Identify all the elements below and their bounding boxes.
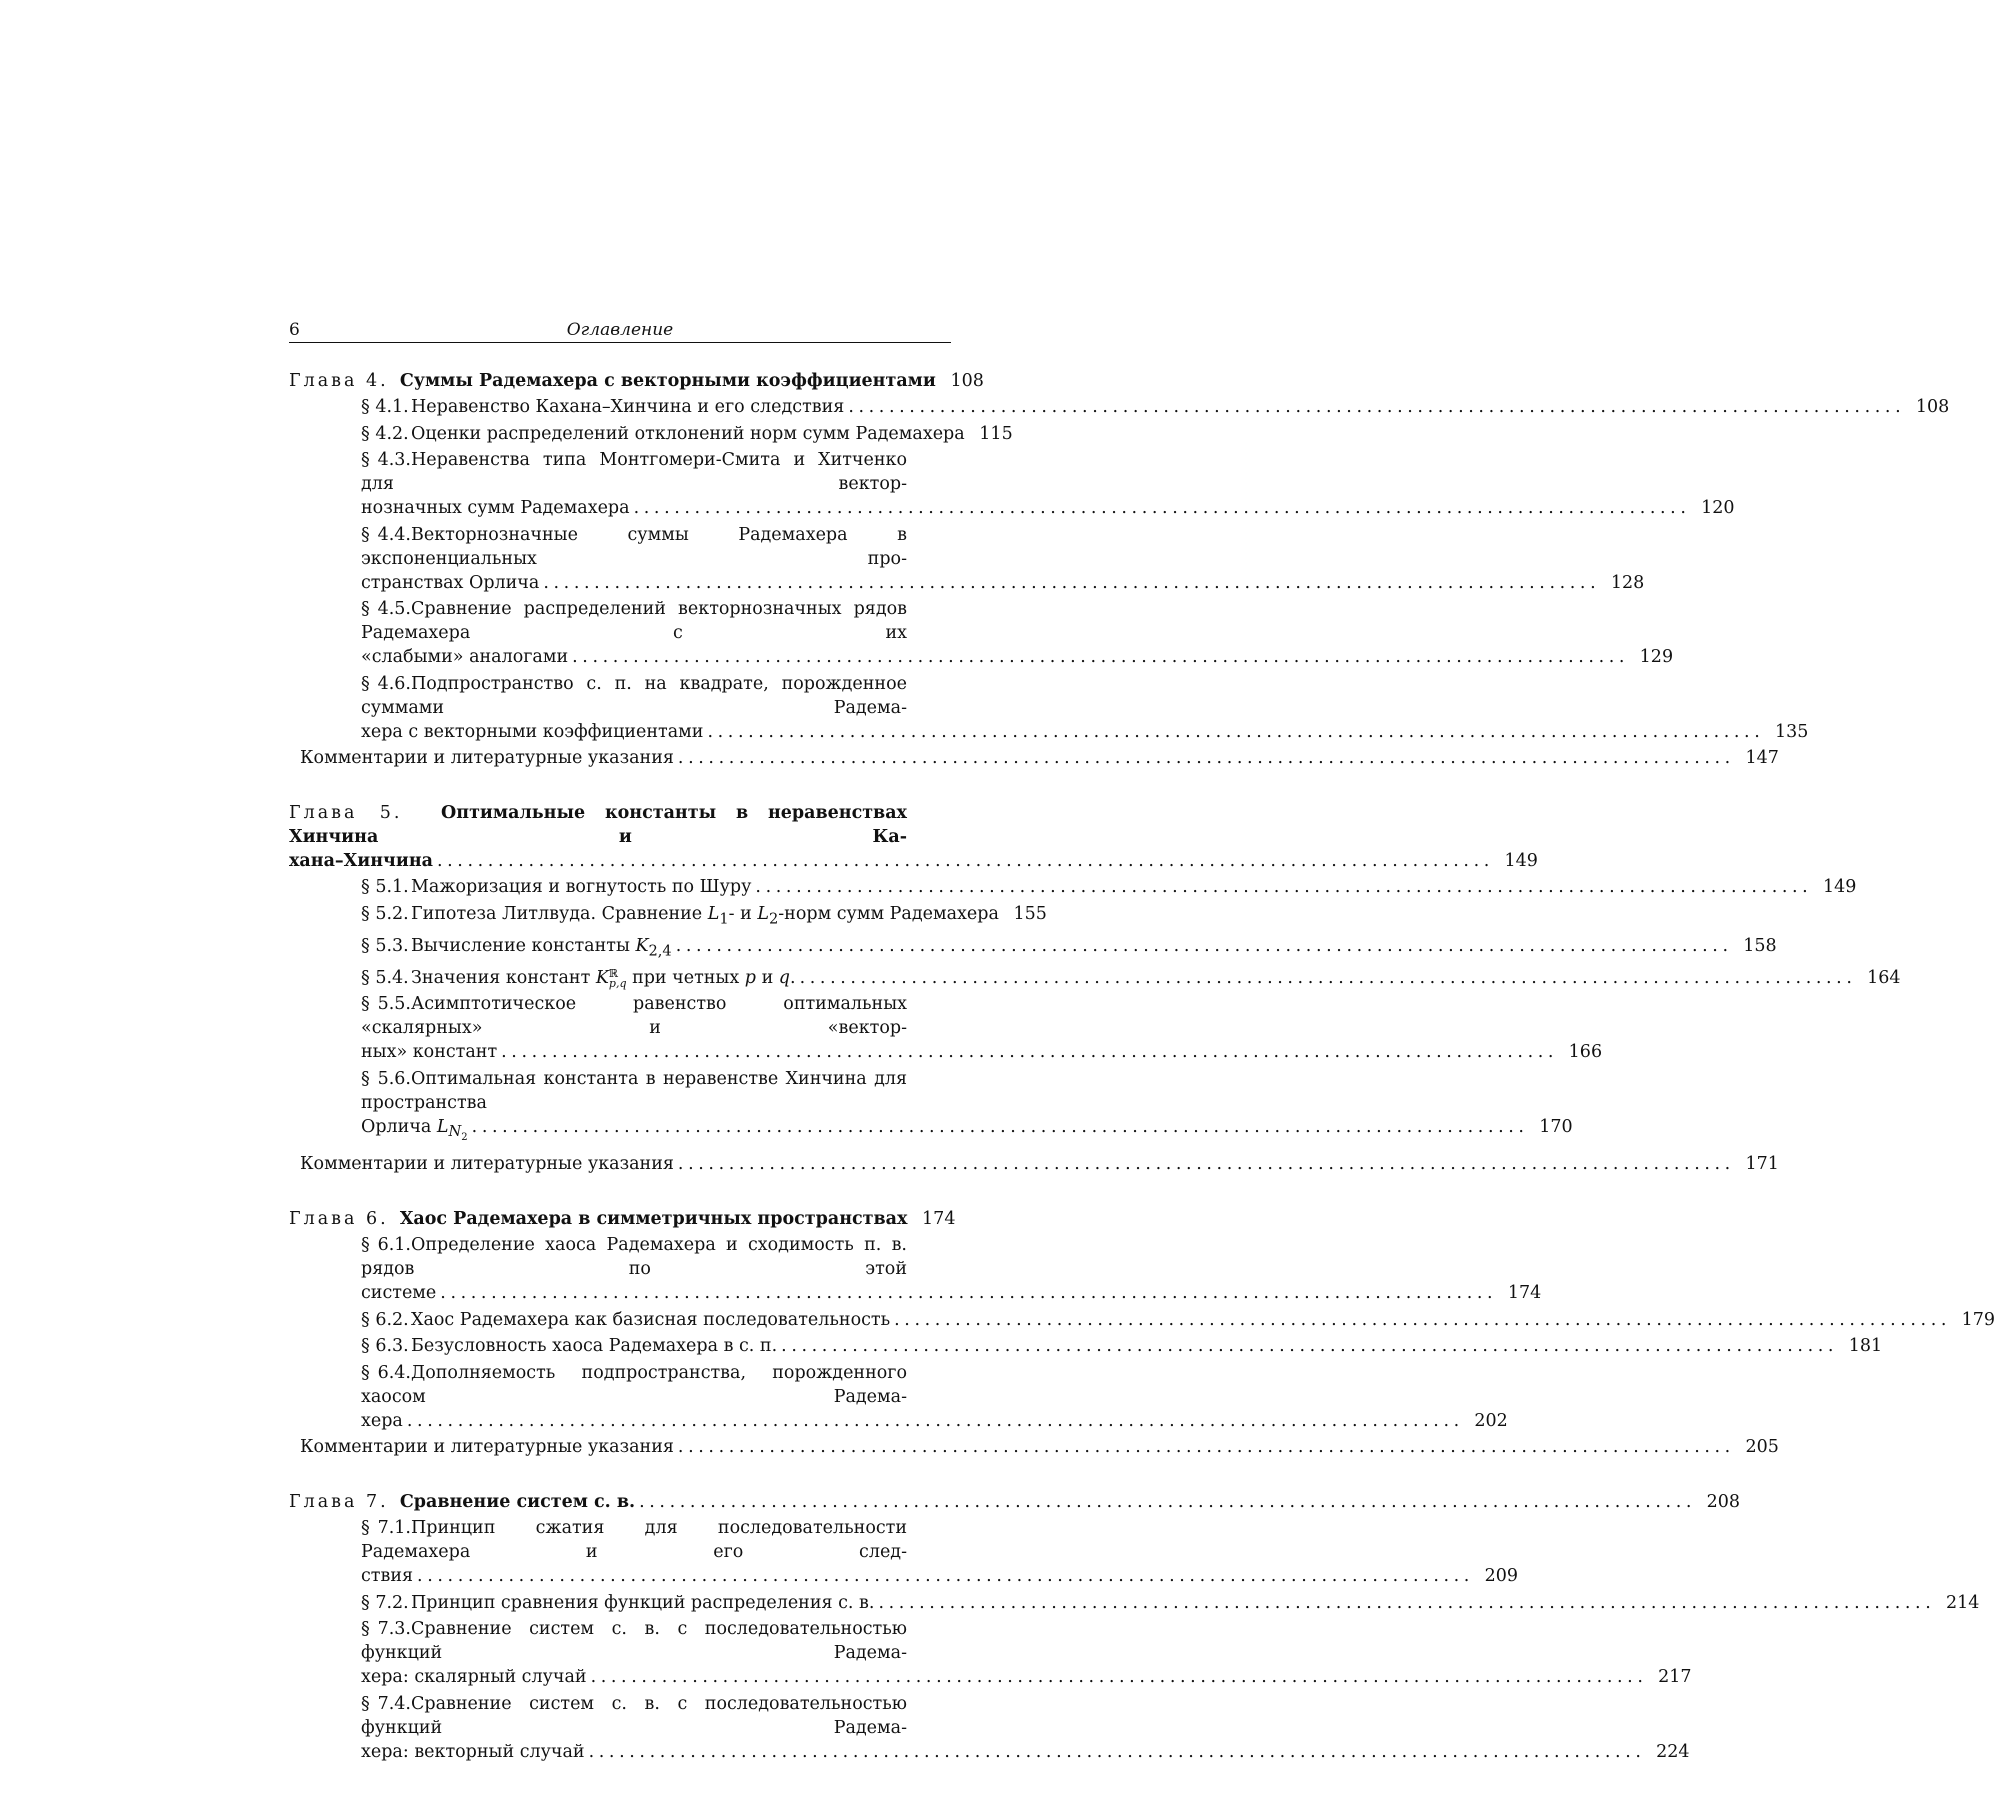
section-entry[interactable] — [300, 934, 1777, 964]
math-symbol: L — [707, 903, 720, 924]
section-number: § 5.2. — [361, 903, 409, 924]
dot-leader: ........................................................................................................ — [406, 1410, 1464, 1431]
section-title-line2: хера — [361, 1410, 403, 1431]
section-number: § 5.1. — [361, 877, 409, 897]
math-subscript: N2 — [448, 1123, 468, 1143]
page-ref: 209 — [1484, 1566, 1518, 1587]
section-entry[interactable] — [300, 597, 1674, 669]
section-title-line1: Сравнение систем с. в. с последовательностью функций Радема- — [361, 1693, 907, 1738]
table-of-contents — [289, 369, 1995, 1764]
section-entry[interactable] — [300, 902, 1047, 932]
math-symbol: L — [436, 1116, 449, 1137]
section-number: § 5.6. — [361, 1068, 411, 1089]
running-header — [289, 320, 951, 343]
running-title: Оглавление — [566, 320, 674, 340]
dot-leader: ........................................................................................................ — [675, 935, 1733, 956]
chapter-title-line1: Оптимальные константы в неравенствах Хинчина и Ка- — [289, 803, 907, 847]
chapter-title: Хаос Радемахера в симметричных пространствах — [399, 1209, 908, 1230]
section-number: § 6.2. — [361, 1309, 409, 1330]
section-title-line2: хера с векторными коэффициентами — [361, 721, 704, 742]
section-title-part: - и — [728, 903, 758, 924]
page-ref: 158 — [1743, 935, 1777, 956]
chapter-label: Глава 4. — [289, 371, 389, 391]
comments-entry[interactable] — [289, 746, 1779, 770]
section-title-part: Значения констант — [411, 967, 596, 988]
page-ref: 181 — [1848, 1336, 1883, 1357]
dot-leader: ........................................................................................................ — [501, 1042, 1559, 1062]
dot-leader: ........................................................................................................ — [639, 1492, 1697, 1513]
comments-title: Комментарии и литературные указания — [300, 748, 674, 768]
page-ref: 108 — [1915, 397, 1950, 417]
page-ref: 108 — [950, 371, 984, 391]
page-ref: 135 — [1774, 721, 1809, 742]
section-title-line1: Асимптотическое равенство оптимальных «скалярных» и «вектор- — [361, 994, 907, 1038]
comments-entry[interactable] — [289, 1152, 1779, 1176]
dot-leader: ........................................................................................................ — [781, 1336, 1839, 1357]
section-number: § 5.4. — [361, 967, 409, 988]
chapter-heading[interactable] — [289, 801, 1538, 875]
dot-leader: ........................................................................................................ — [417, 1566, 1474, 1587]
section-entry[interactable] — [300, 422, 1013, 446]
section-entry[interactable] — [300, 875, 1857, 899]
page-ref: 174 — [1507, 1283, 1542, 1304]
dot-leader: ........................................................................................................ — [633, 498, 1691, 518]
math-superscript: ℝ — [608, 966, 619, 980]
math-subscript: 2,4 — [648, 942, 672, 959]
section-entry[interactable] — [300, 1067, 1573, 1150]
section-title-part: Гипотеза Литлвуда. Сравнение — [411, 903, 708, 924]
section-entry[interactable] — [300, 448, 1735, 520]
section-entry[interactable] — [300, 672, 1809, 744]
page-ref: 129 — [1639, 647, 1674, 667]
section-number: § 7.4. — [361, 1693, 411, 1714]
page-ref: 205 — [1745, 1437, 1779, 1458]
section-title-line2: ных» констант — [361, 1042, 498, 1062]
comments-entry[interactable] — [289, 1435, 1779, 1459]
math-symbol: p — [744, 967, 756, 988]
chapter-title: Суммы Радемахера с векторными коэффициентами — [399, 371, 936, 391]
dot-leader: ........................................................................................................ — [707, 721, 1765, 742]
section-entry[interactable] — [300, 523, 1645, 595]
chapter-6 — [289, 1207, 1995, 1459]
chapter-heading[interactable] — [289, 369, 984, 395]
comments-title: Комментарии и литературные указания — [300, 1437, 674, 1458]
section-entry[interactable] — [300, 1334, 1883, 1358]
section-title: Принцип сравнения функций распределения с. в. — [411, 1592, 875, 1613]
section-number: § 6.3. — [361, 1336, 409, 1357]
section-title-line1: Сравнение распределений векторнозначных рядов Радемахера с их — [361, 599, 907, 643]
section-entry[interactable] — [300, 1516, 1518, 1588]
section-entry[interactable] — [300, 1617, 1692, 1689]
page-ref: 120 — [1701, 498, 1735, 518]
chapter-4 — [289, 369, 1950, 770]
dot-leader: ........................................................................................................ — [878, 1592, 1936, 1613]
chapter-title: Сравнение систем с. в. — [399, 1492, 636, 1513]
page-number: 6 — [289, 320, 300, 340]
section-title-part: и — [756, 967, 779, 988]
dot-leader: ........................................................................................................ — [590, 1667, 1648, 1688]
section-title-line2: странствах Орлича — [361, 572, 540, 593]
page-ref: 171 — [1745, 1154, 1779, 1175]
dot-leader: ........................................................................................................ — [677, 748, 1735, 768]
section-entry[interactable] — [300, 1308, 1995, 1332]
math-subscript: 1 — [719, 910, 729, 927]
dot-leader: ........................................................................................................ — [799, 967, 1857, 988]
math-subscript: 2 — [768, 910, 779, 927]
dot-leader: ........................................................................................................ — [848, 397, 1906, 417]
section-number: § 4.6. — [361, 673, 411, 694]
section-title-line2: хера: векторный случай — [361, 1741, 585, 1762]
page-ref: 202 — [1474, 1410, 1508, 1431]
section-title-part: . — [790, 967, 796, 988]
section-number: § 7.1. — [361, 1518, 411, 1539]
page-ref: 128 — [1610, 572, 1645, 593]
chapter-label: Глава 5. — [289, 803, 403, 823]
page-ref: 224 — [1656, 1741, 1690, 1762]
section-number: § 4.5. — [361, 599, 411, 619]
dot-leader: ........................................................................................................ — [436, 851, 1494, 871]
section-title-line2: «слабыми» аналогами — [361, 647, 569, 667]
dot-leader: ........................................................................................................ — [894, 1309, 1952, 1330]
math-subscript: p,q — [608, 976, 627, 990]
page-ref: 147 — [1745, 748, 1779, 768]
section-title-line2: системе — [361, 1283, 437, 1304]
section-entry[interactable] — [300, 992, 1603, 1064]
section-title-line1: Векторнозначные суммы Радемахера в экспоненциальных про- — [361, 524, 907, 569]
section-title-line2: нозначных сумм Радемахера — [361, 498, 630, 518]
page-ref: 208 — [1706, 1492, 1741, 1513]
section-title: Неравенство Кахана–Хинчина и его следствия — [411, 397, 845, 417]
dot-leader: ........................................................................................................ — [543, 572, 1601, 593]
chapter-title-line2: хана–Хинчина — [289, 851, 433, 871]
section-title-line2: ствия — [361, 1566, 414, 1587]
page-ref: 174 — [922, 1209, 956, 1230]
section-number: § 5.5. — [361, 994, 411, 1014]
dot-leader: ........................................................................................................ — [572, 647, 1630, 667]
page-ref: 166 — [1568, 1042, 1603, 1062]
page-ref: 217 — [1658, 1667, 1692, 1688]
chapter-heading[interactable] — [289, 1490, 1741, 1516]
section-title-part: при четных — [626, 967, 745, 988]
section-number: § 7.2. — [361, 1592, 409, 1613]
dot-leader: ........................................................................................................ — [677, 1154, 1735, 1175]
section-number: § 6.1. — [361, 1235, 411, 1256]
math-symbol: K — [635, 935, 649, 956]
math-symbol: L — [757, 903, 769, 924]
section-title-part: Вычисление константы — [411, 935, 636, 956]
chapter-label: Глава 6. — [289, 1209, 389, 1230]
section-number: § 5.3. — [361, 935, 409, 956]
section-title-line1: Оптимальная константа в неравенстве Хинчина для пространства — [361, 1068, 907, 1113]
section-title: Безусловность хаоса Радемахера в с. п. — [411, 1336, 778, 1357]
math-symbol: q — [778, 967, 790, 988]
page-ref: 164 — [1867, 967, 1901, 988]
section-entry[interactable] — [300, 1233, 1542, 1305]
page-ref: 155 — [1013, 903, 1047, 924]
dot-leader: ........................................................................................................ — [471, 1116, 1529, 1137]
toc-page — [289, 320, 1995, 1795]
dot-leader: ........................................................................................................ — [440, 1283, 1498, 1304]
comments-title: Комментарии и литературные указания — [300, 1154, 674, 1175]
section-title: Хаос Радемахера как базисная последовательность — [411, 1309, 891, 1330]
page-ref: 170 — [1539, 1116, 1573, 1137]
chapter-5 — [289, 801, 1901, 1176]
dot-leader: ........................................................................................................ — [677, 1437, 1735, 1458]
section-title-line1: Определение хаоса Радемахера и сходимость п. в. рядов по этой — [361, 1235, 907, 1280]
page-ref: 214 — [1945, 1592, 1980, 1613]
section-number: § 4.3. — [361, 450, 411, 470]
dot-leader: ........................................................................................................ — [755, 877, 1813, 897]
section-title-line2: Орлича — [361, 1116, 437, 1137]
section-number: § 6.4. — [361, 1362, 411, 1383]
chapter-heading[interactable] — [289, 1207, 956, 1233]
math-symbol: K — [595, 967, 609, 988]
section-title-line2: хера: скалярный случай — [361, 1667, 587, 1688]
chapter-7 — [289, 1490, 1980, 1764]
section-entry[interactable] — [300, 966, 1901, 990]
section-title-line1: Подпространство с. п. на квадрате, порожденное суммами Радема- — [361, 673, 907, 718]
section-title-line1: Принцип сжатия для последовательности Радемахера и его след- — [361, 1518, 907, 1563]
page-ref: 179 — [1961, 1309, 1995, 1330]
chapter-label: Глава 7. — [289, 1492, 389, 1513]
section-title: Оценки распределений отклонений норм сумм Радемахера — [411, 423, 965, 444]
section-entry[interactable] — [300, 1692, 1690, 1764]
section-title-line1: Дополняемость подпространства, порожденного хаосом Радема- — [361, 1362, 907, 1407]
section-title-line1: Неравенства типа Монтгомери-Смита и Хитченко для вектор- — [361, 450, 907, 494]
section-entry[interactable] — [300, 395, 1950, 419]
page-ref: 115 — [979, 423, 1013, 444]
section-number: § 4.1. — [361, 397, 409, 417]
section-number: § 7.3. — [361, 1619, 411, 1640]
section-title: Мажоризация и вогнутость по Шуру — [411, 877, 752, 897]
page-ref: 149 — [1504, 851, 1538, 871]
section-title-part: -норм сумм Радемахера — [778, 903, 999, 924]
section-entry[interactable] — [300, 1591, 1980, 1615]
page-ref: 149 — [1822, 877, 1857, 897]
section-number: § 4.4. — [361, 524, 411, 545]
section-title-line1: Сравнение систем с. в. с последовательностью функций Радема- — [361, 1619, 907, 1664]
section-number: § 4.2. — [361, 423, 409, 444]
section-entry[interactable] — [300, 1361, 1508, 1433]
dot-leader: ........................................................................................................ — [588, 1741, 1646, 1762]
